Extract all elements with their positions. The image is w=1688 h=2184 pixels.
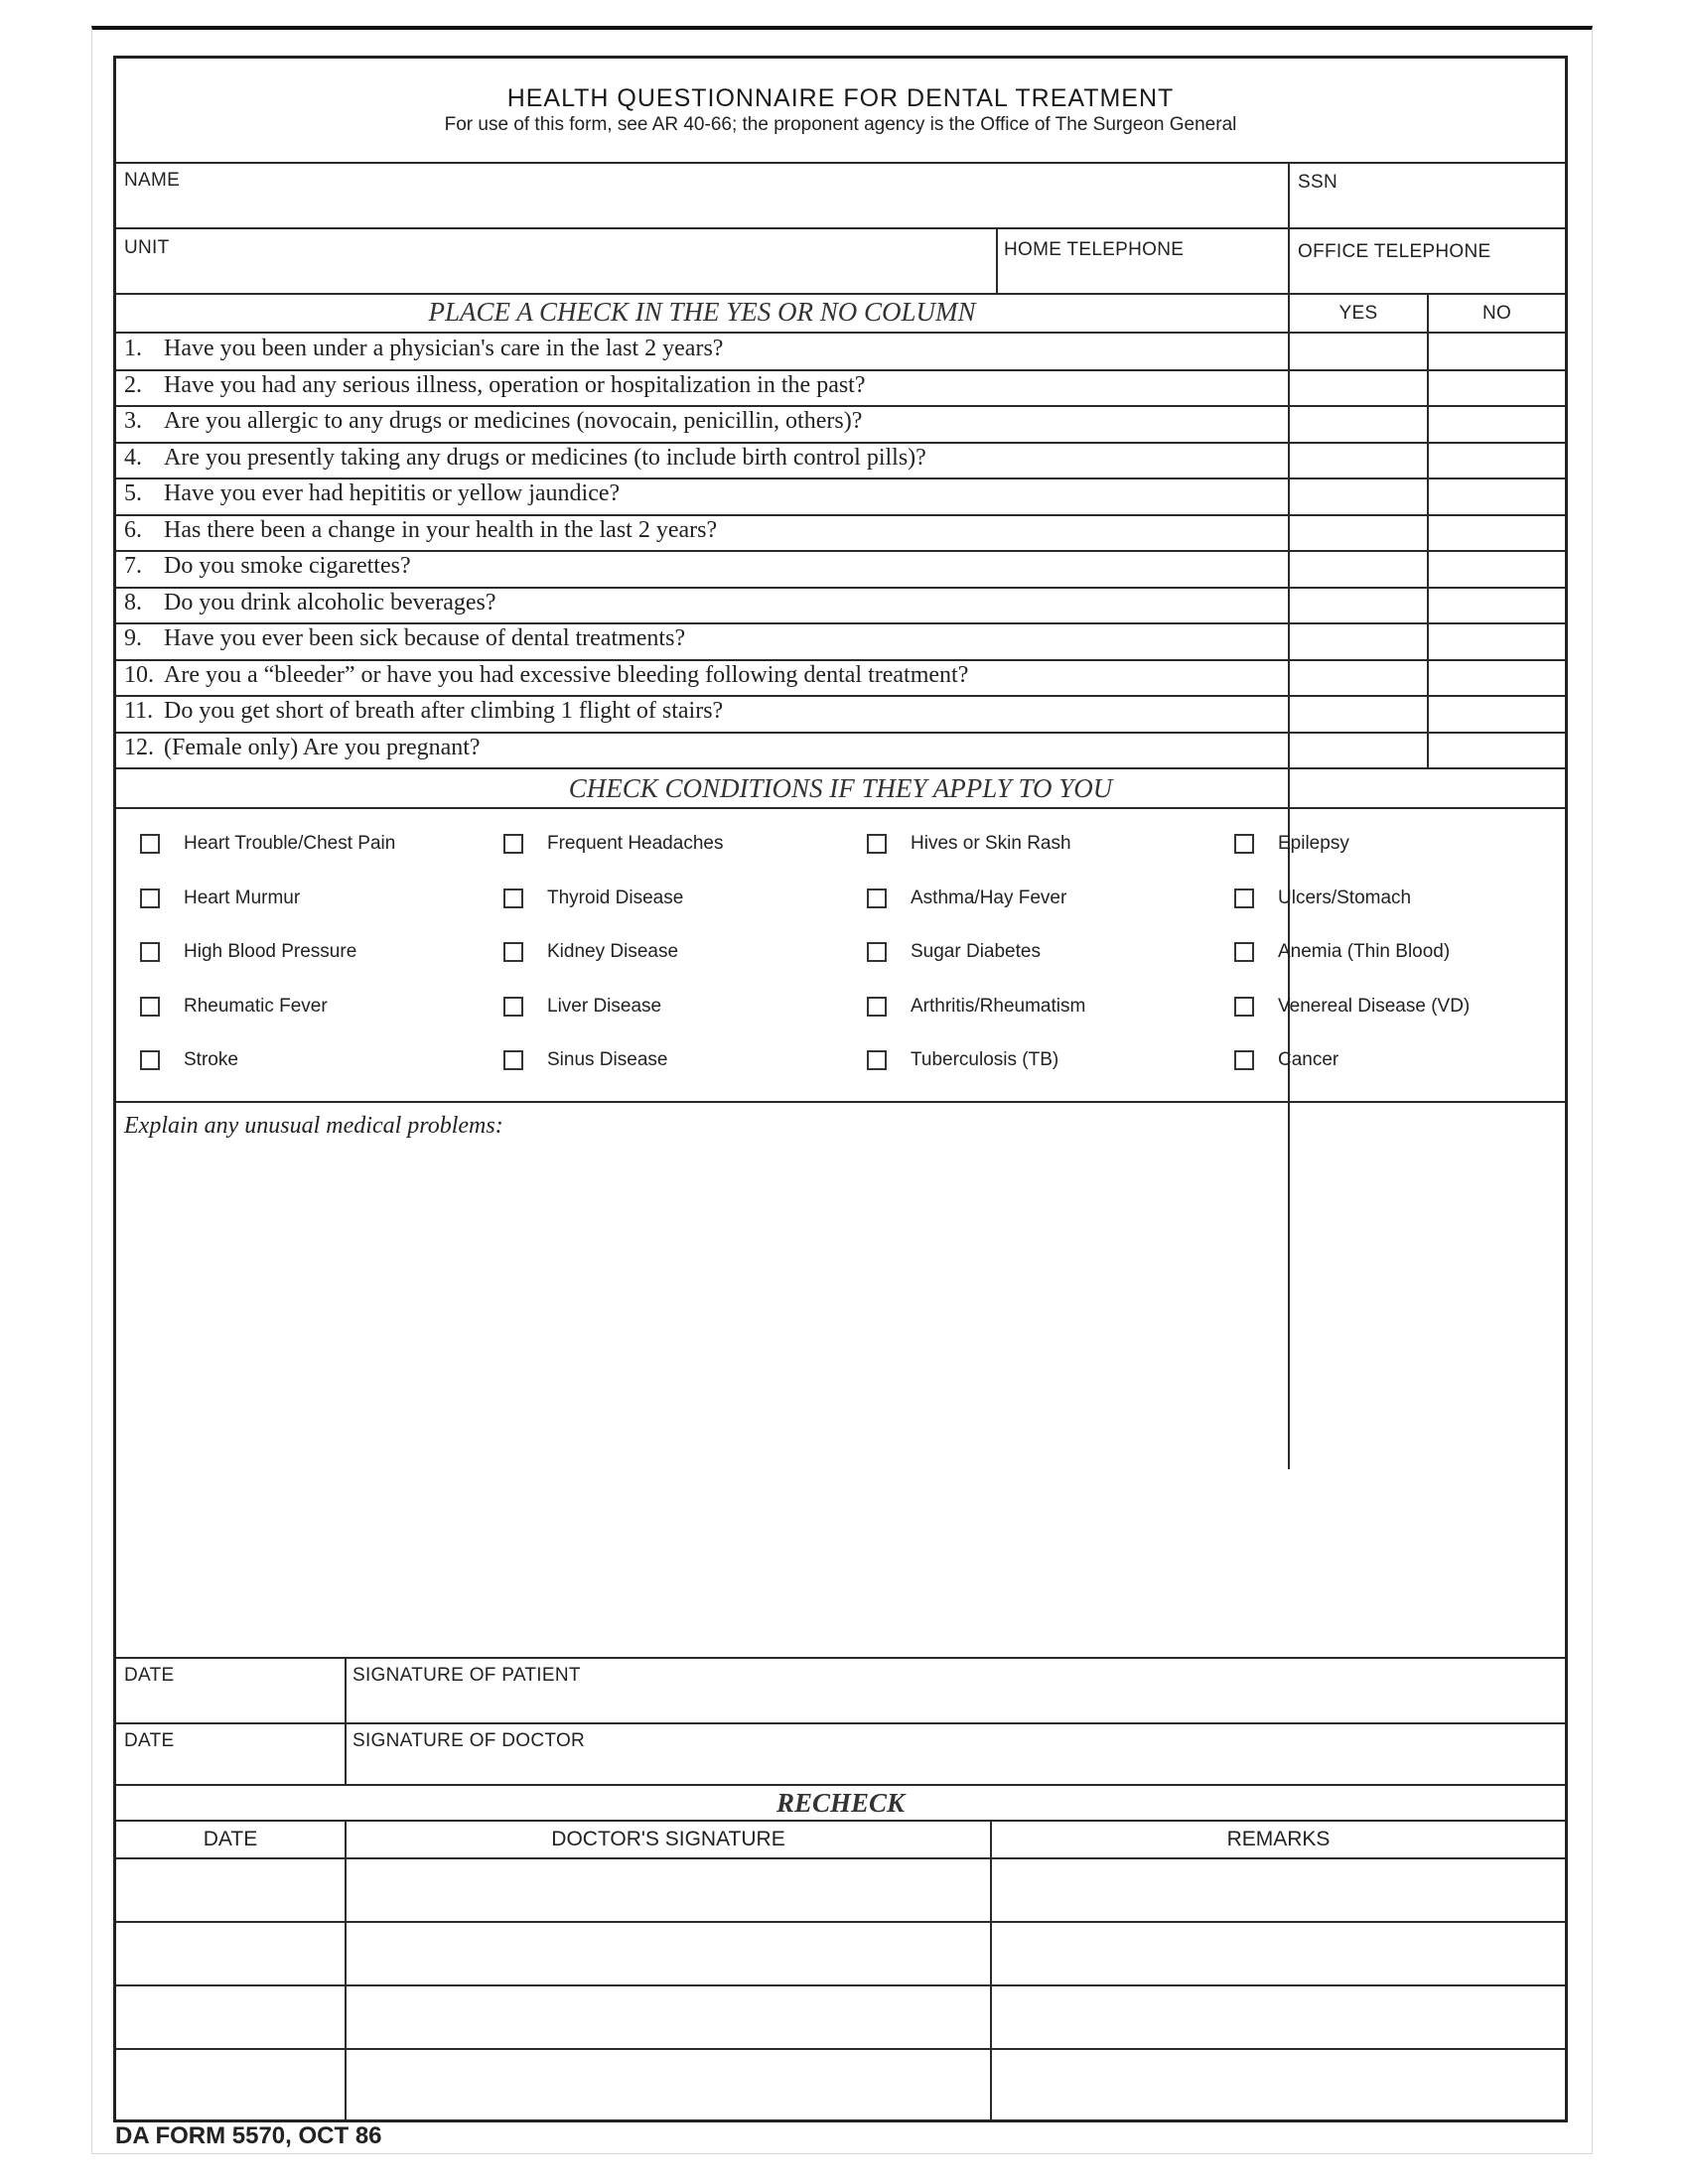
condition-label: Sugar Diabetes: [911, 941, 1041, 962]
condition-option[interactable]: [503, 829, 723, 859]
no-checkbox-cell[interactable]: [1429, 550, 1565, 587]
questions-heading: PLACE A CHECK IN THE YES OR NO COLUMN: [428, 297, 976, 327]
doctor-date-label: DATE: [124, 1730, 175, 1751]
recheck-date-cell[interactable]: [116, 1986, 345, 2048]
question-row: [116, 659, 1565, 696]
conditions-heading: CHECK CONDITIONS IF THEY APPLY TO YOU: [568, 773, 1113, 803]
yes-checkbox-cell[interactable]: [1290, 550, 1427, 587]
condition-checkbox[interactable]: [140, 888, 160, 908]
name-field[interactable]: [116, 162, 1288, 227]
condition-label: Heart Trouble/Chest Pain: [184, 833, 396, 854]
question-text: [124, 480, 620, 507]
divider-unit-row: [116, 293, 1565, 295]
condition-label: Heart Murmur: [184, 887, 301, 908]
condition-checkbox[interactable]: [140, 1050, 160, 1070]
condition-option[interactable]: [1234, 829, 1349, 859]
no-checkbox-cell[interactable]: [1429, 587, 1565, 623]
question-label: Has there been a change in your health in the last 2 years?: [164, 516, 718, 543]
condition-option[interactable]: [503, 937, 678, 967]
question-label: Are you a “bleeder” or have you had excessive bleeding following dental treatment?: [164, 661, 969, 688]
question-text: [124, 517, 717, 544]
condition-label: Arthritis/Rheumatism: [911, 995, 1086, 1017]
recheck-date-header: DATE: [203, 1828, 258, 1850]
condition-option[interactable]: [140, 992, 328, 1022]
condition-checkbox[interactable]: [140, 942, 160, 962]
question-label: Are you presently taking any drugs or medicines (to include birth control pills)?: [164, 444, 926, 471]
question-row: [116, 732, 1565, 768]
condition-label: Sinus Disease: [547, 1049, 668, 1070]
question-row: [116, 333, 1565, 369]
condition-checkbox[interactable]: [867, 888, 887, 908]
question-number: 7.: [124, 553, 142, 579]
home-telephone-label: HOME TELEPHONE: [1004, 239, 1185, 260]
question-number: 1.: [124, 336, 142, 361]
explain-label: Explain any unusual medical problems:: [124, 1113, 503, 1139]
condition-label: Epilepsy: [1278, 833, 1349, 854]
question-number: 8.: [124, 589, 142, 615]
question-text: [124, 408, 862, 435]
recheck-remarks-cell[interactable]: [992, 1923, 1565, 1984]
question-number: 11.: [124, 698, 154, 724]
condition-checkbox[interactable]: [867, 997, 887, 1017]
recheck-date-cell[interactable]: [116, 2050, 345, 2112]
no-checkbox-cell[interactable]: [1429, 695, 1565, 732]
question-text: [124, 336, 723, 362]
no-column-label: NO: [1481, 303, 1512, 324]
yes-checkbox-cell[interactable]: [1290, 732, 1427, 768]
condition-checkbox[interactable]: [867, 834, 887, 854]
condition-checkbox[interactable]: [503, 1050, 523, 1070]
question-row: [116, 587, 1565, 623]
form-number: DA FORM 5570, OCT 86: [115, 2122, 382, 2149]
condition-label: Rheumatic Fever: [184, 995, 328, 1017]
condition-checkbox[interactable]: [140, 834, 160, 854]
condition-option[interactable]: [867, 992, 1085, 1022]
condition-checkbox[interactable]: [867, 942, 887, 962]
yes-checkbox-cell[interactable]: [1290, 442, 1427, 478]
question-row: [116, 405, 1565, 442]
question-label: Have you had any serious illness, operation or hospitalization in the past?: [164, 371, 866, 398]
condition-option[interactable]: [1234, 1045, 1338, 1075]
question-label: Have you ever had hepititis or yellow jaundice?: [164, 480, 621, 506]
condition-label: Anemia (Thin Blood): [1278, 941, 1451, 962]
condition-label: Ulcers/Stomach: [1278, 887, 1412, 908]
question-text: [124, 625, 685, 652]
no-checkbox-cell[interactable]: [1429, 622, 1565, 659]
patient-signature-field[interactable]: [347, 1659, 1565, 1722]
no-checkbox-cell[interactable]: [1429, 442, 1565, 478]
condition-checkbox[interactable]: [503, 942, 523, 962]
form-subtitle: For use of this form, see AR 40-66; the proponent agency is the Office of The Surgeon General: [444, 114, 1237, 135]
no-checkbox-cell[interactable]: [1429, 405, 1565, 442]
divider-explain-top: [116, 1101, 1565, 1103]
yes-checkbox-cell[interactable]: [1290, 333, 1427, 369]
question-label: Have you been under a physician's care in the last 2 years?: [164, 336, 724, 361]
yes-checkbox-cell[interactable]: [1290, 622, 1427, 659]
divider-signatures-bottom: [116, 1784, 1565, 1786]
condition-option[interactable]: [1234, 992, 1470, 1022]
condition-option[interactable]: [503, 884, 683, 913]
dental-health-form: [113, 56, 1568, 2122]
patient-date-label: DATE: [124, 1665, 175, 1686]
recheck-signature-cell[interactable]: [347, 1986, 990, 2048]
divider-recheck-heading: [116, 1820, 1565, 1822]
patient-signature-label: SIGNATURE OF PATIENT: [352, 1665, 581, 1686]
no-checkbox-cell[interactable]: [1429, 478, 1565, 514]
recheck-remarks-cell[interactable]: [992, 2050, 1565, 2112]
doctor-signature-field[interactable]: [347, 1724, 1565, 1784]
condition-option[interactable]: [867, 884, 1066, 913]
condition-option[interactable]: [140, 829, 395, 859]
home-telephone-field[interactable]: [998, 227, 1288, 293]
recheck-signature-cell[interactable]: [347, 1923, 990, 1984]
condition-option[interactable]: [140, 884, 300, 913]
question-number: 12.: [124, 734, 154, 760]
divider-conditions-top: [116, 767, 1565, 769]
question-text: [124, 590, 496, 616]
condition-label: High Blood Pressure: [184, 941, 357, 962]
patient-date-field[interactable]: [116, 1659, 345, 1722]
condition-checkbox[interactable]: [1234, 997, 1254, 1017]
question-text: [124, 372, 866, 399]
condition-option[interactable]: [140, 937, 356, 967]
condition-label: Kidney Disease: [547, 941, 679, 962]
condition-option[interactable]: [1234, 884, 1411, 913]
office-telephone-label: OFFICE TELEPHONE: [1298, 241, 1491, 262]
explain-area[interactable]: [116, 1151, 1565, 1657]
condition-checkbox[interactable]: [1234, 888, 1254, 908]
yes-checkbox-cell[interactable]: [1290, 405, 1427, 442]
condition-checkbox[interactable]: [867, 1050, 887, 1070]
question-number: 4.: [124, 444, 142, 471]
question-row: [116, 550, 1565, 587]
ssn-label: SSN: [1298, 172, 1337, 193]
condition-checkbox[interactable]: [1234, 1050, 1254, 1070]
yes-column-label: YES: [1338, 303, 1378, 324]
recheck-signature-cell[interactable]: [347, 1859, 990, 1921]
unit-field[interactable]: [116, 227, 996, 293]
recheck-signature-cell[interactable]: [347, 2050, 990, 2112]
condition-label: Thyroid Disease: [547, 887, 684, 908]
condition-checkbox[interactable]: [503, 888, 523, 908]
yes-checkbox-cell[interactable]: [1290, 514, 1427, 551]
recheck-remarks-header: REMARKS: [1226, 1828, 1331, 1850]
question-label: Do you drink alcoholic beverages?: [164, 589, 496, 615]
question-number: 9.: [124, 625, 142, 651]
recheck-heading: RECHECK: [775, 1788, 906, 1818]
condition-label: Frequent Headaches: [547, 833, 724, 854]
question-number: 5.: [124, 480, 142, 506]
question-text: [124, 662, 968, 689]
condition-label: Cancer: [1278, 1049, 1339, 1070]
condition-option[interactable]: [140, 1045, 238, 1075]
unit-label: UNIT: [124, 237, 170, 258]
condition-option[interactable]: [867, 829, 1071, 859]
yes-checkbox-cell[interactable]: [1290, 369, 1427, 406]
condition-label: Venereal Disease (VD): [1278, 995, 1471, 1017]
question-label: (Female only) Are you pregnant?: [164, 734, 481, 760]
question-text: [124, 698, 723, 725]
divider-conditions-heading: [116, 807, 1565, 809]
doctor-date-field[interactable]: [116, 1724, 345, 1784]
question-label: Have you ever been sick because of dental treatments?: [164, 625, 686, 651]
question-row: [116, 478, 1565, 514]
yes-checkbox-cell[interactable]: [1290, 659, 1427, 696]
condition-checkbox[interactable]: [503, 834, 523, 854]
doctor-signature-label: SIGNATURE OF DOCTOR: [352, 1730, 586, 1751]
recheck-remarks-cell[interactable]: [992, 1859, 1565, 1921]
condition-checkbox[interactable]: [140, 997, 160, 1017]
recheck-date-cell[interactable]: [116, 1859, 345, 1921]
ssn-field[interactable]: [1290, 162, 1565, 227]
question-number: 2.: [124, 371, 142, 398]
office-telephone-field[interactable]: [1290, 227, 1565, 293]
question-row: [116, 695, 1565, 732]
question-label: Are you allergic to any drugs or medicines (novocain, penicillin, others)?: [164, 408, 863, 434]
condition-checkbox[interactable]: [1234, 942, 1254, 962]
no-checkbox-cell[interactable]: [1429, 333, 1565, 369]
condition-checkbox[interactable]: [503, 997, 523, 1017]
question-label: Do you get short of breath after climbing 1 flight of stairs?: [164, 698, 724, 724]
question-number: 6.: [124, 516, 142, 543]
question-row: [116, 514, 1565, 551]
condition-checkbox[interactable]: [1234, 834, 1254, 854]
name-label: NAME: [124, 170, 181, 191]
recheck-remarks-cell[interactable]: [992, 1986, 1565, 2048]
question-row: [116, 369, 1565, 406]
question-text: [124, 445, 926, 472]
no-checkbox-cell[interactable]: [1429, 732, 1565, 768]
no-checkbox-cell[interactable]: [1429, 514, 1565, 551]
question-label: Do you smoke cigarettes?: [164, 553, 411, 579]
form-title: HEALTH QUESTIONNAIRE FOR DENTAL TREATMENT: [506, 84, 1175, 112]
condition-label: Liver Disease: [547, 995, 662, 1017]
condition-option[interactable]: [867, 937, 1041, 967]
condition-label: Stroke: [184, 1049, 238, 1070]
question-text: [124, 735, 481, 761]
condition-label: Asthma/Hay Fever: [911, 887, 1067, 908]
question-number: 10.: [124, 661, 154, 688]
condition-option[interactable]: [867, 1045, 1058, 1075]
condition-option[interactable]: [1234, 937, 1450, 967]
yes-checkbox-cell[interactable]: [1290, 695, 1427, 732]
condition-label: Hives or Skin Rash: [911, 833, 1071, 854]
question-row: [116, 442, 1565, 478]
question-number: 3.: [124, 408, 142, 434]
yes-checkbox-cell[interactable]: [1290, 478, 1427, 514]
recheck-signature-header: DOCTOR'S SIGNATURE: [551, 1828, 785, 1850]
question-text: [124, 553, 411, 580]
condition-option[interactable]: [503, 1045, 667, 1075]
condition-label: Tuberculosis (TB): [911, 1049, 1059, 1070]
no-checkbox-cell[interactable]: [1429, 659, 1565, 696]
recheck-date-cell[interactable]: [116, 1923, 345, 1984]
no-checkbox-cell[interactable]: [1429, 369, 1565, 406]
yes-checkbox-cell[interactable]: [1290, 587, 1427, 623]
condition-option[interactable]: [503, 992, 661, 1022]
question-row: [116, 622, 1565, 659]
